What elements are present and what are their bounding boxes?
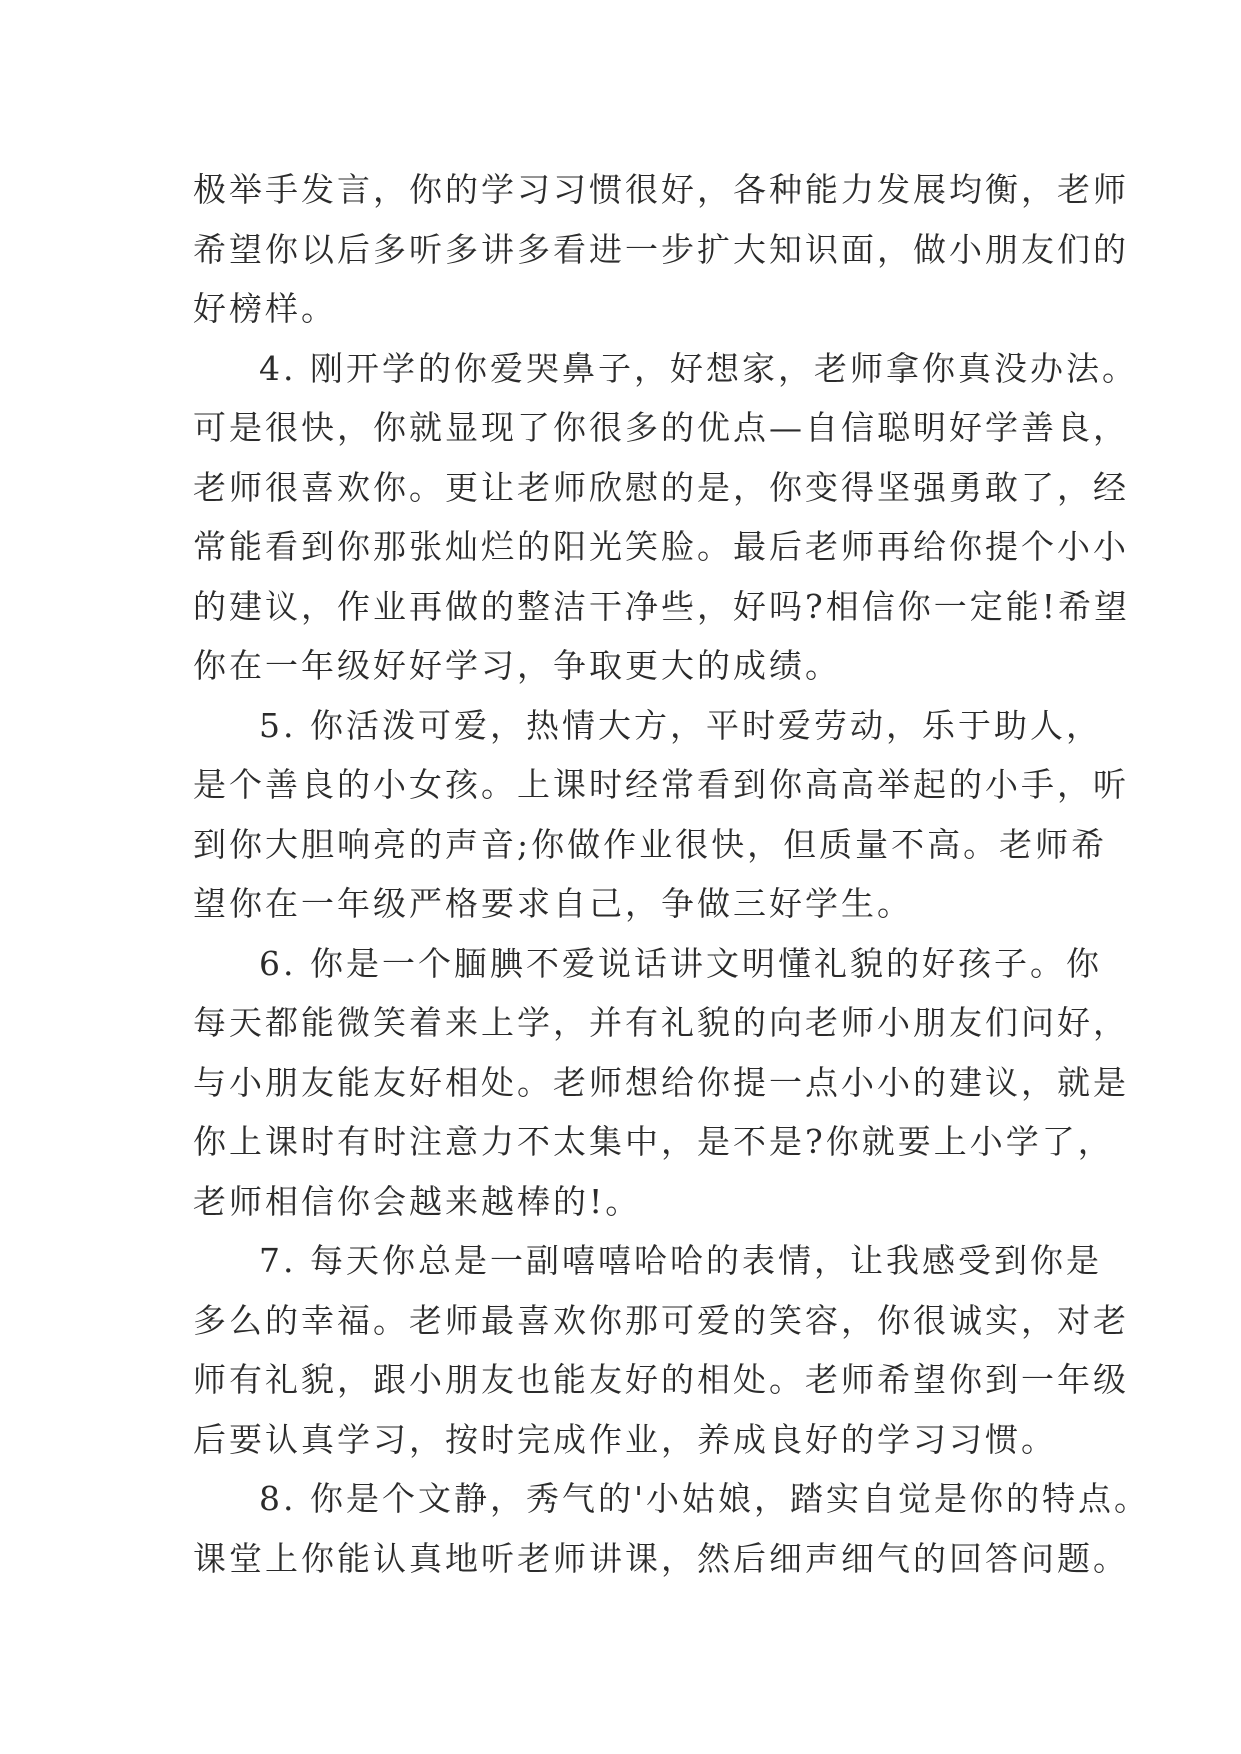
text-line: 老师相信你会越来越棒的!。 — [193, 1181, 642, 1221]
text-line: 师有礼貌，跟小朋友也能友好的相处。老师希望你到一年级 — [193, 1360, 1129, 1399]
paragraph-start-line: 7. 每天你总是一副嘻嘻哈哈的表情，让我感受到你是 — [259, 1241, 1102, 1280]
text-line: 后要认真学习，按时完成作业，养成良好的学习习惯。 — [193, 1419, 1057, 1459]
paragraph-start-line: 4. 刚开学的你爱哭鼻子，好想家，老师拿你真没办法。 — [259, 348, 1138, 388]
text-line: 常能看到你那张灿烂的阳光笑脸。最后老师再给你提个小小 — [193, 527, 1129, 566]
paragraph-start-line: 8. 你是个文静，秀气的'小姑娘，踏实自觉是你的特点。 — [259, 1479, 1151, 1518]
text-line: 的建议，作业再做的整洁干净些，好吗?相信你一定能!希望 — [193, 586, 1130, 626]
text-line: 到你大胆响亮的声音;你做作业很快，但质量不高。老师希 — [193, 824, 1108, 864]
text-line: 是个善良的小女孩。上课时经常看到你高高举起的小手，听 — [193, 765, 1129, 804]
text-line: 多么的幸福。老师最喜欢你那可爱的笑容，你很诚实，对老 — [193, 1300, 1129, 1340]
text-line: 课堂上你能认真地听老师讲课，然后细声细气的回答问题。 — [193, 1538, 1129, 1578]
text-line: 望你在一年级严格要求自己，争做三好学生。 — [193, 884, 913, 923]
text-line: 每天都能微笑着来上学，并有礼貌的向老师小朋友们问好， — [193, 1003, 1129, 1042]
paragraph-start-line: 6. 你是一个腼腆不爱说话讲文明懂礼貌的好孩子。你 — [259, 943, 1102, 983]
paragraph-start-line: 5. 你活泼可爱，热情大方，平时爱劳动，乐于助人， — [259, 705, 1102, 745]
text-line: 好榜样。 — [193, 289, 337, 328]
text-line: 老师很喜欢你。更让老师欣慰的是，你变得坚强勇敢了，经 — [193, 467, 1129, 507]
document-body — [193, 160, 1151, 1588]
text-line: 你上课时有时注意力不太集中，是不是?你就要上小学了， — [193, 1122, 1114, 1161]
text-line: 希望你以后多听多讲多看进一步扩大知识面，做小朋友们的 — [193, 229, 1129, 269]
text-line: 极举手发言，你的学习习惯很好，各种能力发展均衡，老师 — [193, 170, 1129, 209]
text-line: 与小朋友能友好相处。老师想给你提一点小小的建议，就是 — [193, 1062, 1129, 1102]
text-line: 可是很快，你就显现了你很多的优点—自信聪明好学善良， — [193, 408, 1129, 447]
text-line: 你在一年级好好学习，争取更大的成绩。 — [193, 646, 841, 685]
